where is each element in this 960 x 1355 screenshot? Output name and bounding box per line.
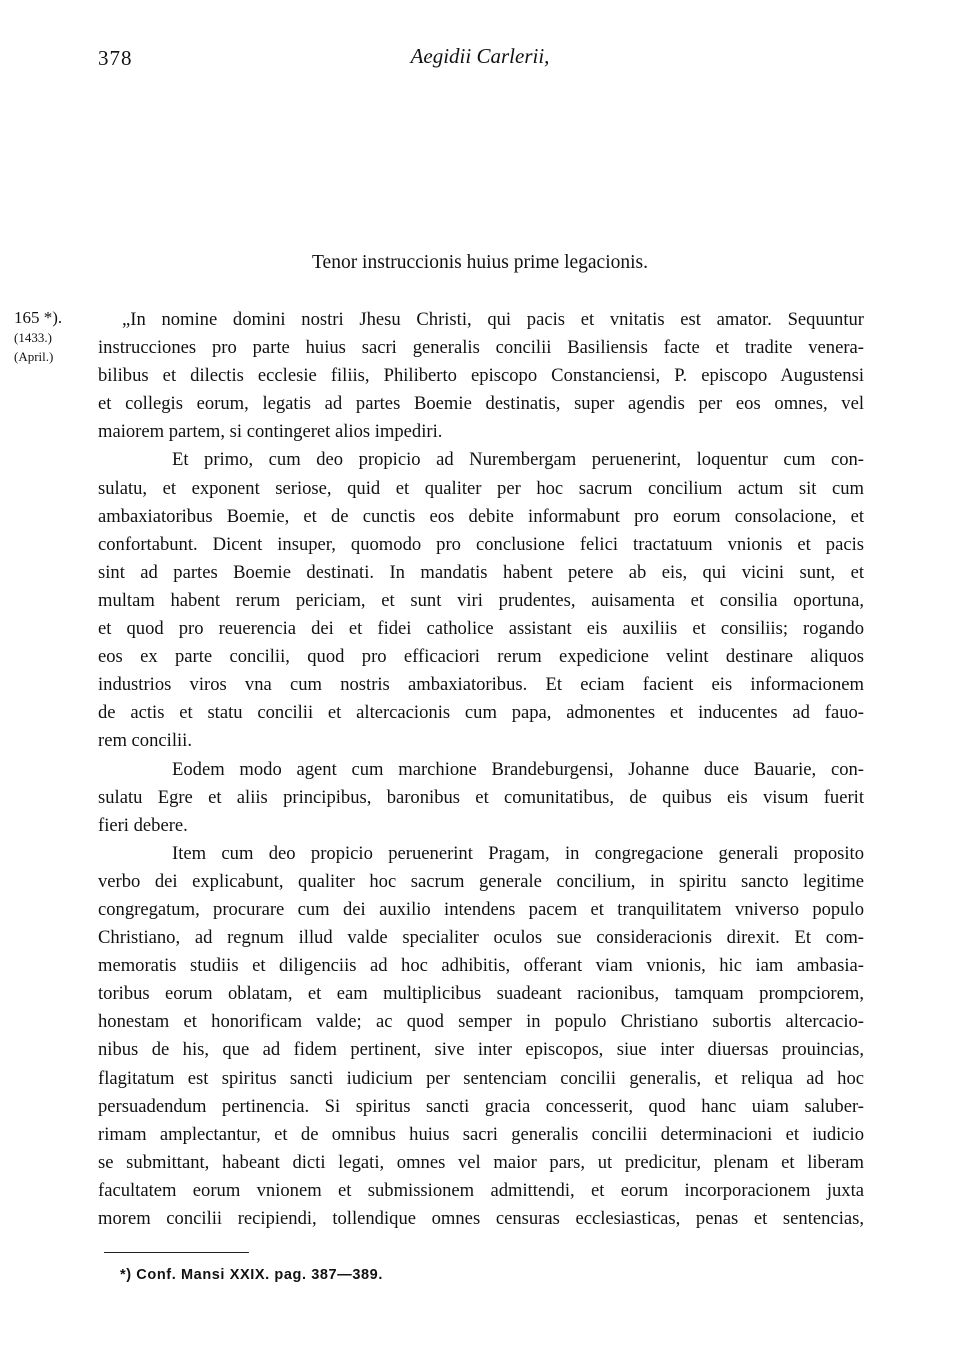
text-line: morem concilii recipiendi, tollendique omnes censuras ecclesiasticas, penas et sentencias,: [98, 1208, 864, 1229]
margin-month: (April.): [14, 349, 54, 364]
text-line: sulatu Egre et aliis principibus, baronibus et comunitatibus, de quibus eis visum fuerit: [98, 786, 864, 808]
text-line: et quod pro reuerencia dei et fidei catholice assistant eis auxiliis et consiliis; rogando: [98, 618, 864, 640]
text-line: se submittant, habeant dicti legati, omnes vel maior pars, ut predicitur, plenam et liberam: [98, 1151, 864, 1173]
text-line: toribus eorum oblatam, et eam multiplicibus suadeant racionibus, tamquam prompciorem,: [98, 983, 864, 1005]
text-line: sint ad partes Boemie destinati. In mandatis habent petere ab eis, qui vicini sunt, et: [98, 561, 864, 583]
body-text: [98, 306, 864, 1233]
text-line: flagitatum est spiritus sancti iudicium per sentenciam concilii generalis, et reliqua ad hoc: [98, 1067, 864, 1089]
text-line: facultatem eorum vnionem et submissionem admittendi, et eorum incorporacionem juxta: [98, 1179, 864, 1201]
text-line: maiorem partem, si contingeret alios impediri.: [98, 421, 443, 443]
text-line: Christiano, ad regnum illud valde specialiter oculos sue consideracionis direxit. Et com-: [98, 927, 864, 949]
text-line: et collegis eorum, legatis ad partes Boemie destinatis, super agendis per eos omnes, vel: [98, 393, 864, 415]
text-line: fieri debere.: [98, 814, 188, 836]
text-line: de actis et statu concilii et altercacionis cum papa, admonentes et inducentes ad fauo-: [98, 702, 864, 724]
document-number: 165 *).: [14, 308, 63, 327]
margin-year: (1433.): [14, 330, 52, 345]
text-line: confortabunt. Dicent insuper, quomodo pro conclusione felici tractatuum vnionis et pacis: [98, 533, 864, 555]
text-line: „In nomine domini nostri Jhesu Christi, qui pacis et vnitatis est amator. Sequuntur: [122, 309, 864, 330]
text-line: sulatu, et exponent seriose, quid et qualiter per hoc sacrum concilium actum sit cum: [98, 477, 864, 499]
footnote-divider: [104, 1252, 249, 1253]
text-line: persuadendum pertinencia. Si spiritus sancti gracia concesserit, quod hanc uiam saluber-: [98, 1095, 864, 1117]
text-line: nibus de his, que ad fidem pertinent, sive inter episcopos, siue inter diuersas prouincias,: [98, 1039, 864, 1061]
text-line: instrucciones pro parte huius sacri generalis concilii Basiliensis facte et tradite venera-: [98, 337, 864, 359]
text-line: Et primo, cum deo propicio ad Nurembergam peruenerint, loquentur cum con-: [172, 449, 864, 471]
running-title: Aegidii Carlerii,: [410, 44, 550, 68]
text-line: rimam amplectantur, et de omnibus huius sacri generalis concilii determinacioni et iudicio: [98, 1123, 864, 1145]
text-line: rem concilii.: [98, 730, 192, 752]
text-line: bilibus et dilectis ecclesie filiis, Philiberto episcopo Constanciensi, P. episcopo Augustensi: [98, 365, 864, 387]
text-line: ambaxiatoribus Boemie, et de cunctis eos debite informabunt pro eorum consolacione, et: [98, 505, 864, 527]
text-line: industrios viros vna cum nostris ambaxiatoribus. Et eciam facient eis informacionem: [98, 674, 864, 696]
text-line: congregatum, procurare cum dei auxilio intendens pacem et tranquilitatem vniverso populo: [98, 898, 864, 920]
text-line: eos ex parte concilii, quod pro efficaciori rerum expedicione velint destinare aliquos: [98, 646, 864, 668]
text-line: verbo dei explicabunt, qualiter hoc sacrum generale concilium, in spiritu sancto legitime: [98, 870, 864, 892]
footnote: *) Conf. Mansi XXIX. pag. 387—389.: [120, 1267, 383, 1283]
page-number: 378: [98, 46, 133, 70]
text-line: Eodem modo agent cum marchione Brandeburgensi, Johanne duce Bauarie, con-: [172, 758, 864, 780]
text-line: memoratis studiis et diligenciis ad hoc adhibitis, offerant viam vnionis, hic iam ambasia-: [98, 955, 864, 977]
text-line: honestam et honorificam valde; ac quod semper in populo Christiano subortis altercacio-: [98, 1011, 864, 1033]
text-line: Item cum deo propicio peruenerint Pragam, in congregacione generali proposito: [172, 842, 864, 864]
text-line: multam habent rerum periciam, et sunt viri prudentes, auisamenta et consilia oportuna,: [98, 589, 864, 611]
margin-note: [14, 308, 104, 366]
section-heading: Tenor instruccionis huius prime legacionis.: [311, 252, 649, 273]
